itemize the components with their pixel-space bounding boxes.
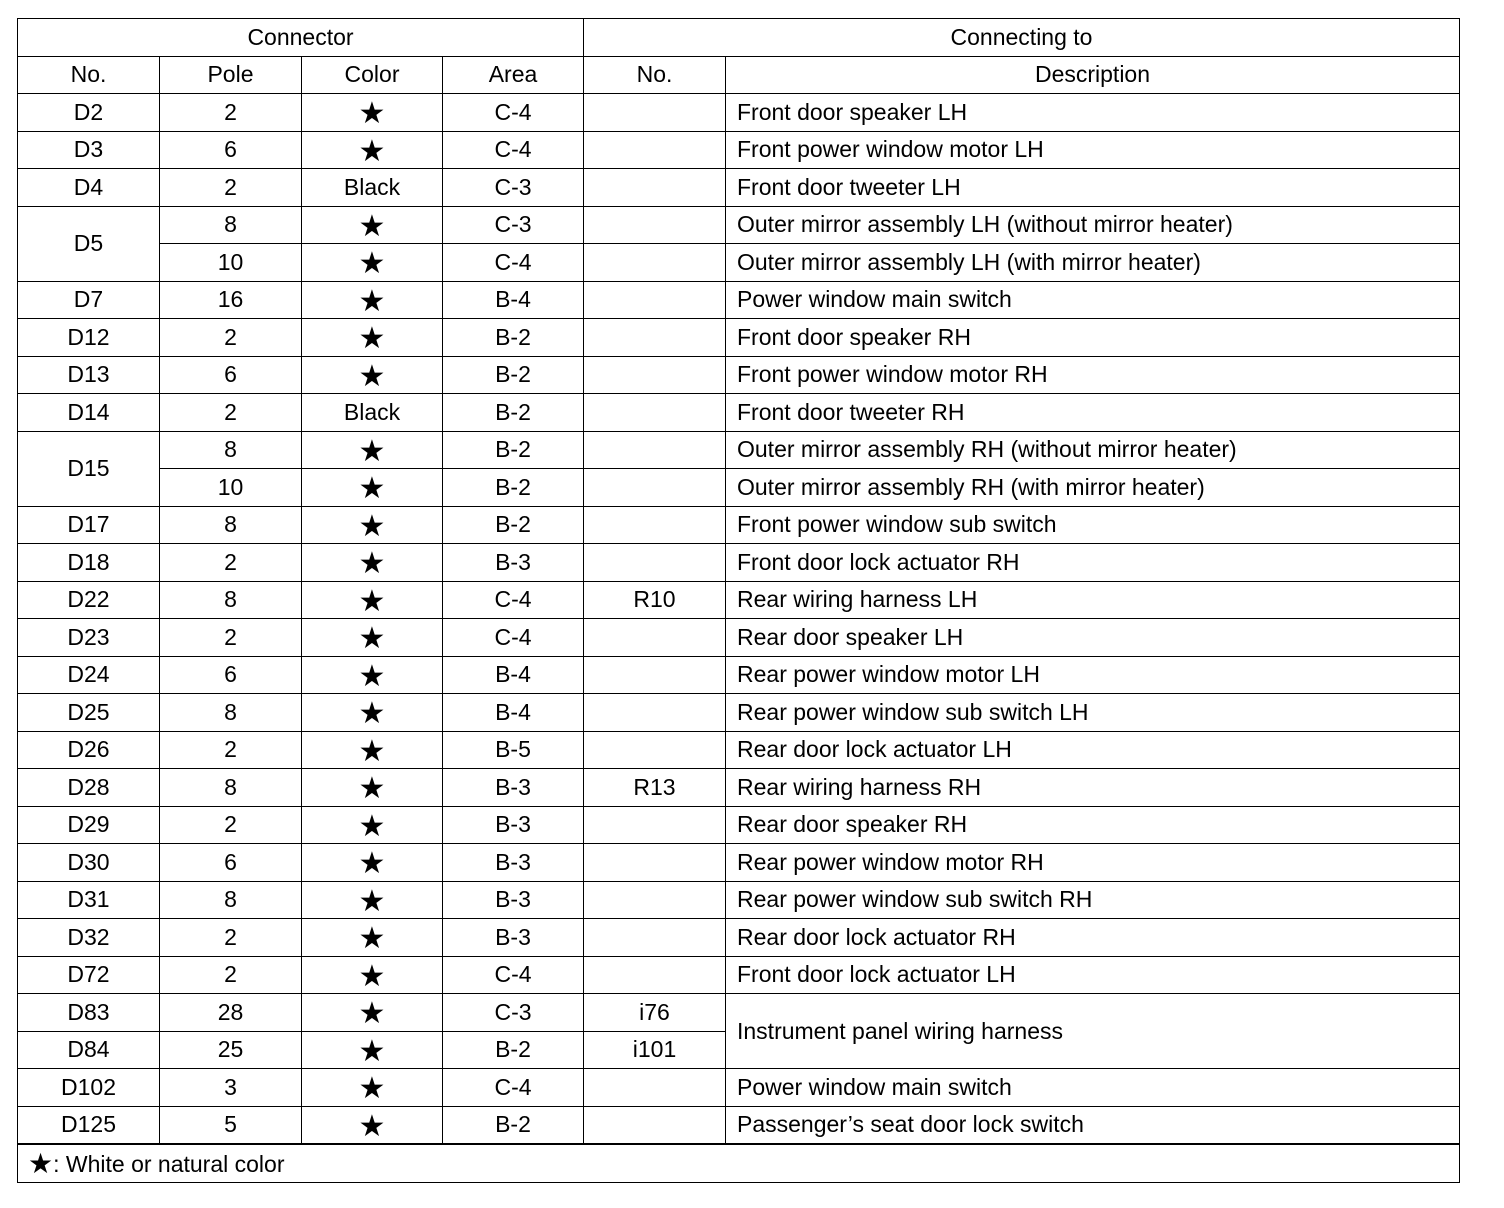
star-icon: ★ [358, 996, 386, 1032]
table-row [18, 356, 1460, 394]
header-group-row [18, 19, 1460, 57]
cell-color [302, 431, 443, 469]
cell-connector-no: D30 [18, 844, 160, 882]
table-row [18, 206, 1460, 244]
cell-area: B-3 [443, 919, 584, 957]
cell-connector-no: D32 [18, 919, 160, 957]
cell-area: C-4 [443, 1069, 584, 1107]
table-row [18, 319, 1460, 357]
table-row [18, 431, 1460, 469]
cell-description: Front door speaker LH [726, 94, 1460, 132]
cell-connecting-no [584, 244, 726, 282]
cell-color [302, 1069, 443, 1107]
cell-connecting-no [584, 281, 726, 319]
cell-connecting-no [584, 506, 726, 544]
cell-connector-no: D25 [18, 694, 160, 732]
star-icon: ★ [358, 208, 386, 244]
cell-area: C-3 [443, 206, 584, 244]
cell-connecting-no [584, 956, 726, 994]
star-icon: ★ [358, 583, 386, 619]
cell-pole: 6 [160, 356, 302, 394]
cell-description: Outer mirror assembly RH (with mirror heater) [726, 469, 1460, 507]
cell-connecting-no: i76 [584, 994, 726, 1032]
cell-connecting-no [584, 1069, 726, 1107]
cell-description: Front power window motor LH [726, 131, 1460, 169]
cell-pole: 8 [160, 694, 302, 732]
cell-description: Rear door speaker RH [726, 806, 1460, 844]
table-row [18, 169, 1460, 207]
star-icon: ★ [358, 1108, 386, 1144]
star-icon: ★ [358, 246, 386, 282]
cell-color [302, 994, 443, 1032]
cell-connecting-no [584, 731, 726, 769]
header-no: No. [18, 56, 160, 94]
cell-area: B-3 [443, 769, 584, 807]
star-icon: ★ [358, 283, 386, 319]
cell-area: C-3 [443, 169, 584, 207]
cell-connector-no: D15 [18, 431, 160, 506]
cell-description: Rear power window sub switch RH [726, 881, 1460, 919]
table-row [18, 506, 1460, 544]
cell-connector-no: D83 [18, 994, 160, 1032]
cell-description: Power window main switch [726, 281, 1460, 319]
table-row [18, 1069, 1460, 1107]
cell-description: Outer mirror assembly RH (without mirror heater) [726, 431, 1460, 469]
table-row [18, 844, 1460, 882]
header-pole: Pole [160, 56, 302, 94]
cell-connecting-no [584, 844, 726, 882]
cell-area: C-4 [443, 581, 584, 619]
star-icon: ★ [358, 733, 386, 769]
cell-color [302, 844, 443, 882]
star-icon: ★ [358, 846, 386, 882]
cell-connecting-no: R13 [584, 769, 726, 807]
cell-description: Rear wiring harness LH [726, 581, 1460, 619]
star-icon: ★ [358, 133, 386, 169]
cell-area: B-3 [443, 881, 584, 919]
cell-connecting-no [584, 544, 726, 582]
cell-description: Front door tweeter LH [726, 169, 1460, 207]
cell-description: Front door speaker RH [726, 319, 1460, 357]
table-row [18, 956, 1460, 994]
cell-pole: 8 [160, 881, 302, 919]
table-row [18, 619, 1460, 657]
star-icon: ★ [358, 771, 386, 807]
cell-color: Black [302, 169, 443, 207]
cell-connecting-no [584, 1106, 726, 1144]
cell-color [302, 356, 443, 394]
cell-connector-no: D23 [18, 619, 160, 657]
cell-connector-no: D31 [18, 881, 160, 919]
star-icon: ★ [358, 358, 386, 394]
star-icon: ★ [358, 471, 386, 507]
cell-color [302, 731, 443, 769]
cell-pole: 6 [160, 656, 302, 694]
cell-area: C-4 [443, 131, 584, 169]
cell-connecting-no [584, 319, 726, 357]
cell-pole: 2 [160, 394, 302, 432]
header-connecting-to: Connecting to [584, 19, 1460, 57]
cell-description: Outer mirror assembly LH (with mirror heater) [726, 244, 1460, 282]
cell-connector-no: D125 [18, 1106, 160, 1144]
cell-pole: 10 [160, 469, 302, 507]
table-row [18, 544, 1460, 582]
cell-connecting-no [584, 394, 726, 432]
cell-pole: 16 [160, 281, 302, 319]
cell-area: B-4 [443, 281, 584, 319]
table-body [18, 94, 1460, 1145]
cell-color [302, 956, 443, 994]
cell-color [302, 281, 443, 319]
cell-description: Rear power window motor RH [726, 844, 1460, 882]
cell-color [302, 619, 443, 657]
cell-connector-no: D22 [18, 581, 160, 619]
cell-connecting-no [584, 806, 726, 844]
cell-description: Power window main switch [726, 1069, 1460, 1107]
cell-color [302, 131, 443, 169]
cell-description: Rear power window motor LH [726, 656, 1460, 694]
cell-area: B-2 [443, 319, 584, 357]
cell-color [302, 244, 443, 282]
cell-pole: 2 [160, 319, 302, 357]
cell-area: B-2 [443, 356, 584, 394]
cell-pole: 2 [160, 544, 302, 582]
cell-area: B-4 [443, 656, 584, 694]
star-icon: ★ [358, 508, 386, 544]
cell-pole: 2 [160, 731, 302, 769]
cell-area: B-2 [443, 1106, 584, 1144]
cell-connecting-no [584, 694, 726, 732]
table-row [18, 94, 1460, 132]
cell-connector-no: D72 [18, 956, 160, 994]
cell-pole: 8 [160, 581, 302, 619]
cell-connector-no: D29 [18, 806, 160, 844]
cell-description: Outer mirror assembly LH (without mirror heater) [726, 206, 1460, 244]
cell-connecting-no [584, 656, 726, 694]
cell-description: Rear door speaker LH [726, 619, 1460, 657]
cell-pole: 2 [160, 619, 302, 657]
header-connector: Connector [18, 19, 584, 57]
table-row [18, 656, 1460, 694]
cell-connector-no: D13 [18, 356, 160, 394]
cell-color: Black [302, 394, 443, 432]
cell-description: Instrument panel wiring harness [726, 994, 1460, 1069]
cell-connector-no: D28 [18, 769, 160, 807]
table-row [18, 244, 1460, 282]
cell-connector-no: D18 [18, 544, 160, 582]
cell-area: B-2 [443, 506, 584, 544]
cell-connecting-no [584, 356, 726, 394]
star-icon: ★ [358, 808, 386, 844]
cell-connector-no: D24 [18, 656, 160, 694]
legend-row [18, 1144, 1460, 1182]
cell-color [302, 581, 443, 619]
table-row [18, 881, 1460, 919]
cell-connector-no: D102 [18, 1069, 160, 1107]
cell-connecting-no [584, 131, 726, 169]
cell-connector-no: D84 [18, 1031, 160, 1069]
cell-area: B-2 [443, 469, 584, 507]
header-column-row [18, 56, 1460, 94]
cell-description: Rear door lock actuator RH [726, 919, 1460, 957]
cell-connector-no: D2 [18, 94, 160, 132]
cell-area: B-2 [443, 1031, 584, 1069]
star-icon: ★ [358, 1033, 386, 1069]
star-icon: ★ [358, 546, 386, 582]
cell-color [302, 694, 443, 732]
cell-description: Front door lock actuator LH [726, 956, 1460, 994]
star-icon: ★ [358, 696, 386, 732]
cell-description: Rear door lock actuator LH [726, 731, 1460, 769]
header-description: Description [726, 56, 1460, 94]
star-icon: ★ [358, 921, 386, 957]
cell-pole: 10 [160, 244, 302, 282]
cell-connecting-no [584, 919, 726, 957]
cell-color [302, 206, 443, 244]
cell-pole: 2 [160, 956, 302, 994]
cell-color [302, 656, 443, 694]
cell-pole: 2 [160, 806, 302, 844]
cell-area: C-4 [443, 956, 584, 994]
cell-pole: 25 [160, 1031, 302, 1069]
cell-description: Front door lock actuator RH [726, 544, 1460, 582]
cell-area: B-2 [443, 394, 584, 432]
cell-pole: 3 [160, 1069, 302, 1107]
table-row [18, 281, 1460, 319]
table-row [18, 581, 1460, 619]
cell-area: B-3 [443, 544, 584, 582]
cell-area: B-3 [443, 844, 584, 882]
cell-connector-no: D4 [18, 169, 160, 207]
header-area: Area [443, 56, 584, 94]
cell-color [302, 881, 443, 919]
cell-pole: 2 [160, 94, 302, 132]
cell-connector-no: D3 [18, 131, 160, 169]
cell-color [302, 769, 443, 807]
table-row [18, 1106, 1460, 1144]
cell-area: B-5 [443, 731, 584, 769]
cell-description: Front power window sub switch [726, 506, 1460, 544]
cell-connecting-no [584, 206, 726, 244]
cell-area: B-4 [443, 694, 584, 732]
connector-table [17, 18, 1460, 1183]
cell-area: B-2 [443, 431, 584, 469]
star-icon: ★ [358, 621, 386, 657]
star-icon: ★ [358, 1071, 386, 1107]
cell-connector-no: D12 [18, 319, 160, 357]
star-icon: ★ [358, 883, 386, 919]
cell-color [302, 1106, 443, 1144]
cell-pole: 6 [160, 131, 302, 169]
table-row [18, 694, 1460, 732]
cell-area: C-4 [443, 94, 584, 132]
star-icon: ★ [358, 321, 386, 357]
cell-area: C-3 [443, 994, 584, 1032]
cell-pole: 28 [160, 994, 302, 1032]
legend-text: : White or natural color [53, 1151, 285, 1178]
cell-pole: 2 [160, 919, 302, 957]
cell-color [302, 506, 443, 544]
table-row [18, 769, 1460, 807]
cell-color [302, 806, 443, 844]
table-row [18, 469, 1460, 507]
table-row [18, 731, 1460, 769]
cell-description: Passenger’s seat door lock switch [726, 1106, 1460, 1144]
cell-connecting-no [584, 881, 726, 919]
cell-connector-no: D7 [18, 281, 160, 319]
cell-connector-no: D14 [18, 394, 160, 432]
cell-connector-no: D5 [18, 206, 160, 281]
cell-pole: 2 [160, 169, 302, 207]
table-row [18, 131, 1460, 169]
cell-connector-no: D17 [18, 506, 160, 544]
cell-connecting-no [584, 169, 726, 207]
cell-pole: 8 [160, 506, 302, 544]
cell-pole: 5 [160, 1106, 302, 1144]
cell-connecting-no [584, 431, 726, 469]
cell-area: B-3 [443, 806, 584, 844]
cell-area: C-4 [443, 619, 584, 657]
cell-color [302, 544, 443, 582]
cell-connecting-no [584, 619, 726, 657]
cell-connecting-no: R10 [584, 581, 726, 619]
table-row [18, 919, 1460, 957]
table-row [18, 806, 1460, 844]
cell-pole: 8 [160, 769, 302, 807]
cell-pole: 8 [160, 206, 302, 244]
cell-description: Rear wiring harness RH [726, 769, 1460, 807]
cell-connecting-no [584, 469, 726, 507]
cell-area: C-4 [443, 244, 584, 282]
cell-description: Front door tweeter RH [726, 394, 1460, 432]
star-icon: ★ [28, 1147, 54, 1181]
cell-color [302, 319, 443, 357]
star-icon: ★ [358, 958, 386, 994]
star-icon: ★ [358, 658, 386, 694]
header-color: Color [302, 56, 443, 94]
header-conn-no: No. [584, 56, 726, 94]
cell-description: Rear power window sub switch LH [726, 694, 1460, 732]
star-icon: ★ [358, 96, 386, 132]
star-icon: ★ [358, 433, 386, 469]
table-row [18, 994, 1460, 1032]
cell-color [302, 469, 443, 507]
cell-connecting-no: i101 [584, 1031, 726, 1069]
cell-pole: 8 [160, 431, 302, 469]
cell-color [302, 1031, 443, 1069]
cell-color [302, 919, 443, 957]
cell-description: Front power window motor RH [726, 356, 1460, 394]
cell-connector-no: D26 [18, 731, 160, 769]
cell-color [302, 94, 443, 132]
legend-cell [18, 1144, 1460, 1182]
table-row [18, 394, 1460, 432]
cell-pole: 6 [160, 844, 302, 882]
cell-connecting-no [584, 94, 726, 132]
